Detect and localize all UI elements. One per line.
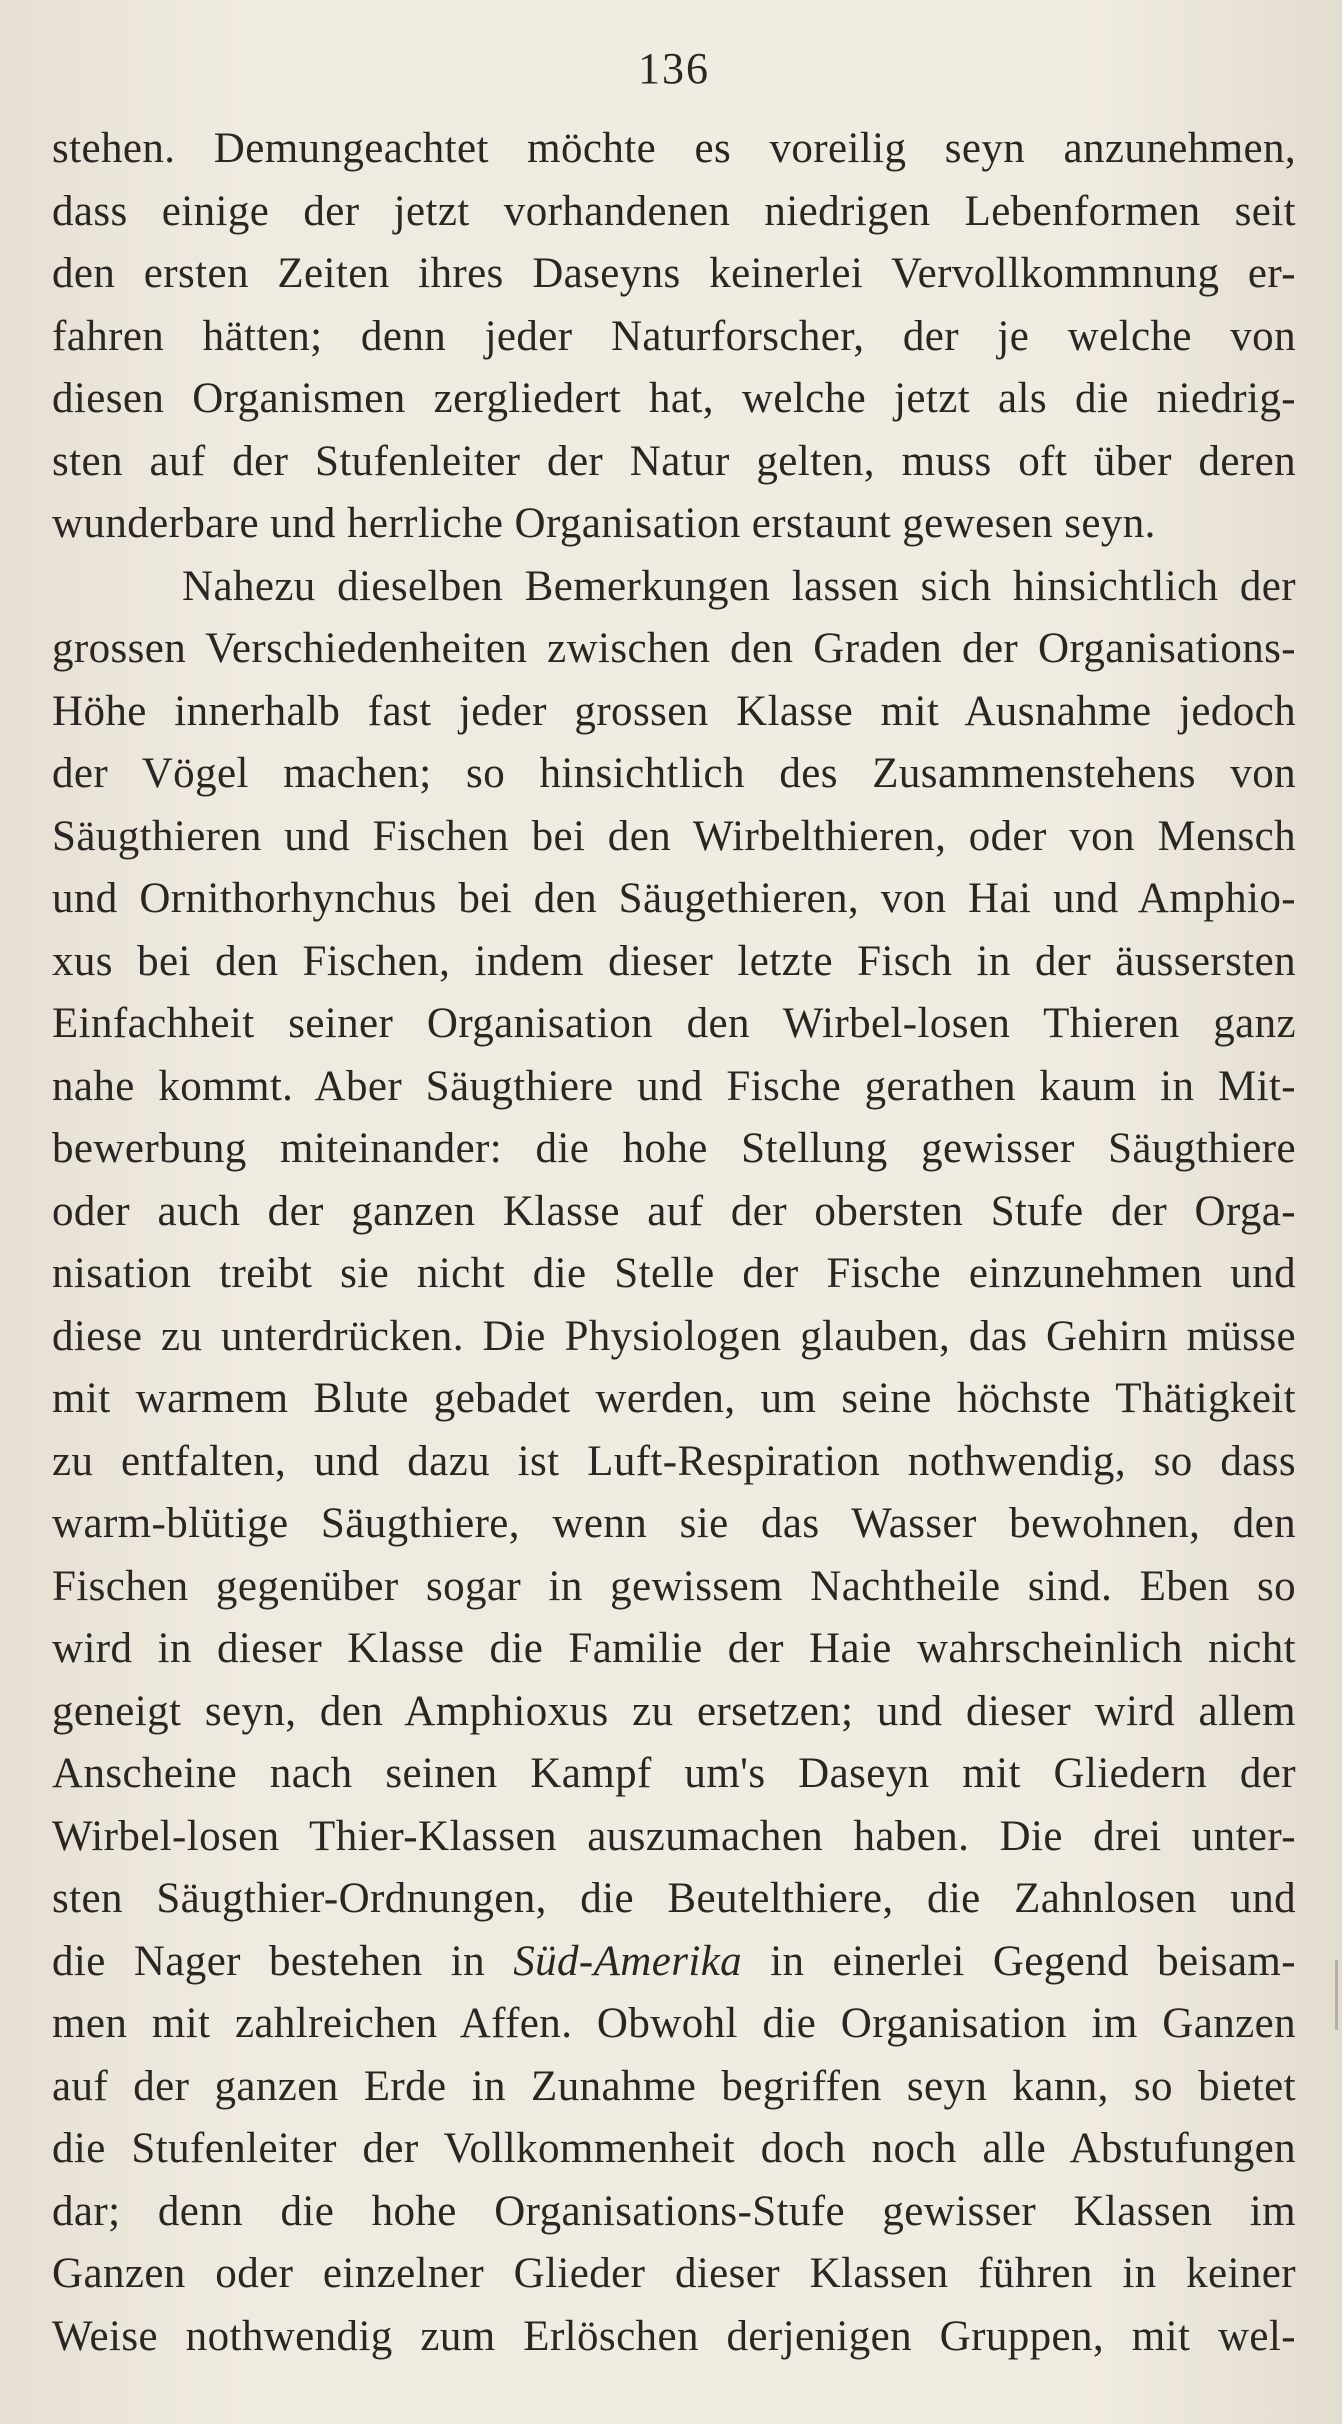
- text-line: [52, 2243, 1296, 2306]
- text-line-content: xus bei den Fischen, indem dieser letzte Fisch in der äussersten: [52, 937, 1296, 985]
- text-line: [52, 1681, 1296, 1744]
- text-line-content: warm-blütige Säugthiere, wenn sie das Wasser bewohnen, den: [52, 1500, 1296, 1547]
- text-line: [52, 1993, 1296, 2056]
- text-line: [52, 2056, 1296, 2119]
- text-line-content: auf der ganzen Erde in Zunahme begriffen seyn kann, so bietet: [52, 2062, 1296, 2110]
- text-line-content: zu entfalten, und dazu ist Luft-Respiration nothwendig, so dass: [52, 1437, 1296, 1485]
- text-line: [52, 243, 1296, 306]
- text-line: [52, 1931, 1296, 1994]
- text-line-content: sten Säugthier-Ordnungen, die Beutelthiere, die Zahnlosen und: [52, 1875, 1296, 1922]
- text-line: [52, 1743, 1296, 1806]
- text-line-content: diese zu unterdrücken. Die Physiologen glauben, das Gehirn müsse: [52, 1312, 1296, 1360]
- text-line-content: dar; denn die hohe Organisations-Stufe gewisser Klassen im: [52, 2187, 1296, 2235]
- text-line: [52, 1243, 1296, 1306]
- text-line-content: wunderbare und herrliche Organisation erstaunt gewesen seyn.: [52, 500, 1156, 547]
- text-line-content: dass einige der jetzt vorhandenen niedrigen Lebenformen seit: [52, 187, 1296, 235]
- text-line: [52, 931, 1296, 994]
- text-line: [52, 1618, 1296, 1681]
- text-line-content: bewerbung miteinander: die hohe Stellung gewisser Säugthiere: [52, 1125, 1296, 1172]
- text-line-content: mit warmem Blute gebadet werden, um seine höchste Thätigkeit: [52, 1375, 1296, 1422]
- text-line: [52, 1556, 1296, 1619]
- text-line-content: Weise nothwendig zum Erlöschen derjenigen Gruppen, mit wel-: [52, 2312, 1296, 2360]
- text-line: [52, 681, 1296, 744]
- text-line: [52, 993, 1296, 1056]
- text-line-content: und Ornithorhynchus bei den Säugethieren, von Hai und Amphio-: [52, 875, 1296, 922]
- text-line: [52, 743, 1296, 806]
- text-line-content: Höhe innerhalb fast jeder grossen Klasse mit Ausnahme jedoch: [52, 687, 1296, 735]
- text-line: [52, 2306, 1296, 2369]
- text-line: [52, 2181, 1296, 2244]
- text-line: [52, 1118, 1296, 1181]
- page-edge-mark: [1335, 1960, 1338, 2030]
- text-line: [52, 1056, 1296, 1119]
- text-line: [52, 1806, 1296, 1869]
- text-line-content: Ganzen oder einzelner Glieder dieser Klassen führen in keiner: [52, 2250, 1296, 2297]
- text-line-content: grossen Verschiedenheiten zwischen den Graden der Organisations-: [52, 625, 1296, 672]
- text-line: [52, 868, 1296, 931]
- text-line: [52, 431, 1296, 494]
- text-line-content: die Nager bestehen in: [52, 1937, 514, 1985]
- text-line-content: diesen Organismen zergliedert hat, welche jetzt als die niedrig-: [52, 375, 1296, 422]
- text-line: [52, 493, 1296, 556]
- text-line-content: sten auf der Stufenleiter der Natur gelten, muss oft über deren: [52, 437, 1296, 485]
- text-line-content: fahren hätten; denn jeder Naturforscher, der je welche von: [52, 312, 1296, 360]
- text-line-content: nahe kommt. Aber Säugthiere und Fische gerathen kaum in Mit-: [52, 1062, 1296, 1110]
- text-line-content: stehen. Demungeachtet möchte es voreilig seyn anzunehmen,: [52, 125, 1296, 172]
- text-line-content: die Stufenleiter der Vollkommenheit doch noch alle Abstufungen: [52, 2125, 1296, 2172]
- text-line: [52, 181, 1296, 244]
- text-line-content: Fischen gegenüber sogar in gewissem Nachtheile sind. Eben so: [52, 1562, 1296, 1610]
- text-line: [52, 1181, 1296, 1244]
- text-line: [52, 368, 1296, 431]
- text-line: [52, 618, 1296, 681]
- text-line-content: geneigt seyn, den Amphioxus zu ersetzen; und dieser wird allem: [52, 1687, 1296, 1735]
- italic-place-name: Süd-Amerika: [513, 1937, 743, 1985]
- text-line: [52, 806, 1296, 869]
- text-line-content: Säugthieren und Fischen bei den Wirbelthieren, oder von Mensch: [52, 812, 1296, 860]
- text-line: [52, 306, 1296, 369]
- page-number: 136: [638, 44, 710, 93]
- text-line: [52, 118, 1296, 181]
- text-line: [52, 1306, 1296, 1369]
- text-line-content: oder auch der ganzen Klasse auf der obersten Stufe der Orga-: [52, 1187, 1296, 1235]
- body-text: [52, 118, 1296, 2368]
- text-line-content: Wirbel-losen Thier-Klassen auszumachen haben. Die drei unter-: [52, 1812, 1296, 1860]
- text-line-content: nisation treibt sie nicht die Stelle der Fische einzunehmen und: [52, 1250, 1296, 1297]
- text-line-content: wird in dieser Klasse die Familie der Haie wahrscheinlich nicht: [52, 1625, 1296, 1672]
- text-line-continuation: in einerlei Gegend beisam-: [742, 1937, 1296, 1985]
- text-line: [52, 1368, 1296, 1431]
- text-line: [52, 1493, 1296, 1556]
- text-line-content: Nahezu dieselben Bemerkungen lassen sich hinsichtlich der: [182, 562, 1296, 610]
- text-line: [52, 1868, 1296, 1931]
- text-line-content: Einfachheit seiner Organisation den Wirbel-losen Thieren ganz: [52, 1000, 1296, 1047]
- text-line: [52, 1431, 1296, 1494]
- text-line-content: der Vögel machen; so hinsichtlich des Zusammenstehens von: [52, 750, 1296, 797]
- text-line-content: den ersten Zeiten ihres Daseyns keinerlei Vervollkommnung er-: [52, 250, 1296, 297]
- text-line: [52, 556, 1296, 619]
- text-line: [52, 2118, 1296, 2181]
- text-line-content: men mit zahlreichen Affen. Obwohl die Organisation im Ganzen: [52, 2000, 1296, 2047]
- text-line-content: Anscheine nach seinen Kampf um's Daseyn mit Gliedern der: [52, 1750, 1296, 1797]
